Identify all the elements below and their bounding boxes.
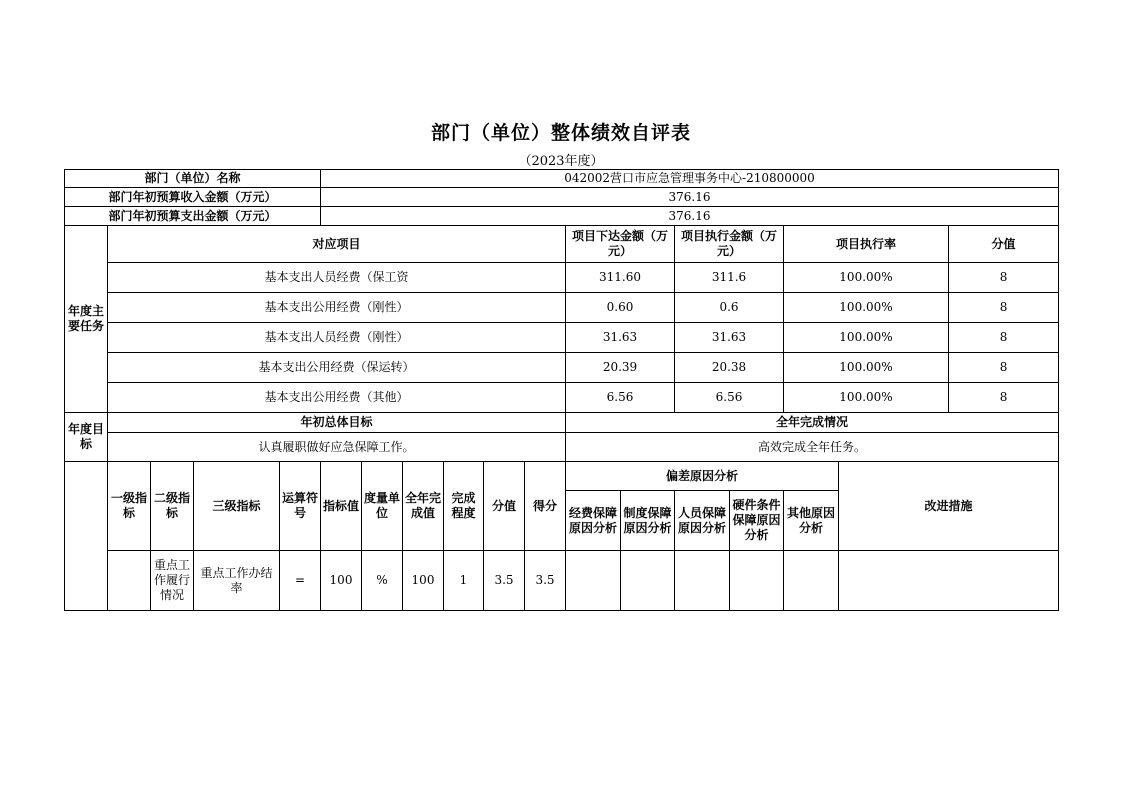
task-row [65,383,1059,413]
ind-header-annual: 全年完成值 [403,462,444,551]
ind-header-level2: 二级指标 [151,462,194,551]
task-item: 基本支出人员经费（刚性） [108,323,566,353]
task-executed: 31.63 [675,323,784,353]
indicator-operator: = [280,551,321,611]
ind-header-score-value: 分值 [484,462,525,551]
indicator-improve [839,551,1059,611]
task-rate: 100.00% [784,353,949,383]
goals-initial-header: 年初总体目标 [108,413,566,433]
task-row [65,353,1059,383]
indicator-row [65,551,1059,611]
task-executed: 20.38 [675,353,784,383]
tasks-header-issued: 项目下达金额（万元） [566,226,675,263]
income-value: 376.16 [321,188,1059,207]
task-issued: 31.63 [566,323,675,353]
task-issued: 6.56 [566,383,675,413]
goals-section-label: 年度目标 [65,413,108,462]
task-executed: 0.6 [675,293,784,323]
indicator-annual: 100 [403,551,444,611]
unit-name-value: 042002营口市应急管理事务中心-210800000 [321,170,1059,188]
task-item: 基本支出公用经费（保运转） [108,353,566,383]
evaluation-table [64,169,1059,611]
indicator-level3: 重点工作办结率 [194,551,280,611]
tasks-header-rate: 项目执行率 [784,226,949,263]
income-label: 部门年初预算收入金额（万元） [65,188,321,207]
goals-completion-value: 高效完成全年任务。 [566,433,1059,462]
ind-header-funding: 经费保障原因分析 [566,491,621,551]
tasks-header-score-value: 分值 [949,226,1059,263]
ind-header-target: 指标值 [321,462,362,551]
task-issued: 0.60 [566,293,675,323]
indicator-degree: 1 [444,551,484,611]
tasks-section-label: 年度主要任务 [65,226,108,413]
ind-header-personnel: 人员保障原因分析 [675,491,730,551]
indicators-section-label [65,462,108,611]
tasks-header-item: 对应项目 [108,226,566,263]
task-row [65,323,1059,353]
ind-header-other: 其他原因分析 [784,491,839,551]
task-rate: 100.00% [784,293,949,323]
indicator-hardware [730,551,784,611]
ind-header-operator: 运算符号 [280,462,321,551]
task-executed: 311.6 [675,263,784,293]
task-item: 基本支出公用经费（其他） [108,383,566,413]
goals-initial-value: 认真履职做好应急保障工作。 [108,433,566,462]
page-subtitle: （2023年度） [518,154,604,169]
task-rate: 100.00% [784,383,949,413]
ind-header-degree: 完成程度 [444,462,484,551]
task-score-value: 8 [949,293,1059,323]
ind-header-system: 制度保障原因分析 [621,491,675,551]
indicator-level1 [108,551,151,611]
task-score-value: 8 [949,353,1059,383]
task-issued: 311.60 [566,263,675,293]
ind-header-improve: 改进措施 [839,462,1059,551]
task-issued: 20.39 [566,353,675,383]
task-executed: 6.56 [675,383,784,413]
indicator-score: 3.5 [525,551,566,611]
task-item: 基本支出人员经费（保工资 [108,263,566,293]
task-row [65,263,1059,293]
unit-name-label: 部门（单位）名称 [65,170,321,188]
task-score-value: 8 [949,323,1059,353]
task-score-value: 8 [949,263,1059,293]
expense-value: 376.16 [321,207,1059,226]
tasks-header-executed: 项目执行金额（万元） [675,226,784,263]
indicator-score-value: 3.5 [484,551,525,611]
indicator-level2: 重点工作履行情况 [151,551,194,611]
indicator-funding [566,551,621,611]
task-item: 基本支出公用经费（刚性） [108,293,566,323]
ind-header-deviation: 偏差原因分析 [566,462,839,491]
goals-completion-header: 全年完成情况 [566,413,1059,433]
indicator-other [784,551,839,611]
indicator-system [621,551,675,611]
indicator-unit: % [362,551,403,611]
expense-label: 部门年初预算支出金额（万元） [65,207,321,226]
indicator-target: 100 [321,551,362,611]
ind-header-level1: 一级指标 [108,462,151,551]
ind-header-score: 得分 [525,462,566,551]
ind-header-unit: 度量单位 [362,462,403,551]
task-rate: 100.00% [784,323,949,353]
task-rate: 100.00% [784,263,949,293]
task-score-value: 8 [949,383,1059,413]
ind-header-hardware: 硬件条件保障原因分析 [730,491,784,551]
ind-header-level3: 三级指标 [194,462,280,551]
indicator-personnel [675,551,730,611]
page-title: 部门（单位）整体绩效自评表 [430,122,691,144]
task-row [65,293,1059,323]
